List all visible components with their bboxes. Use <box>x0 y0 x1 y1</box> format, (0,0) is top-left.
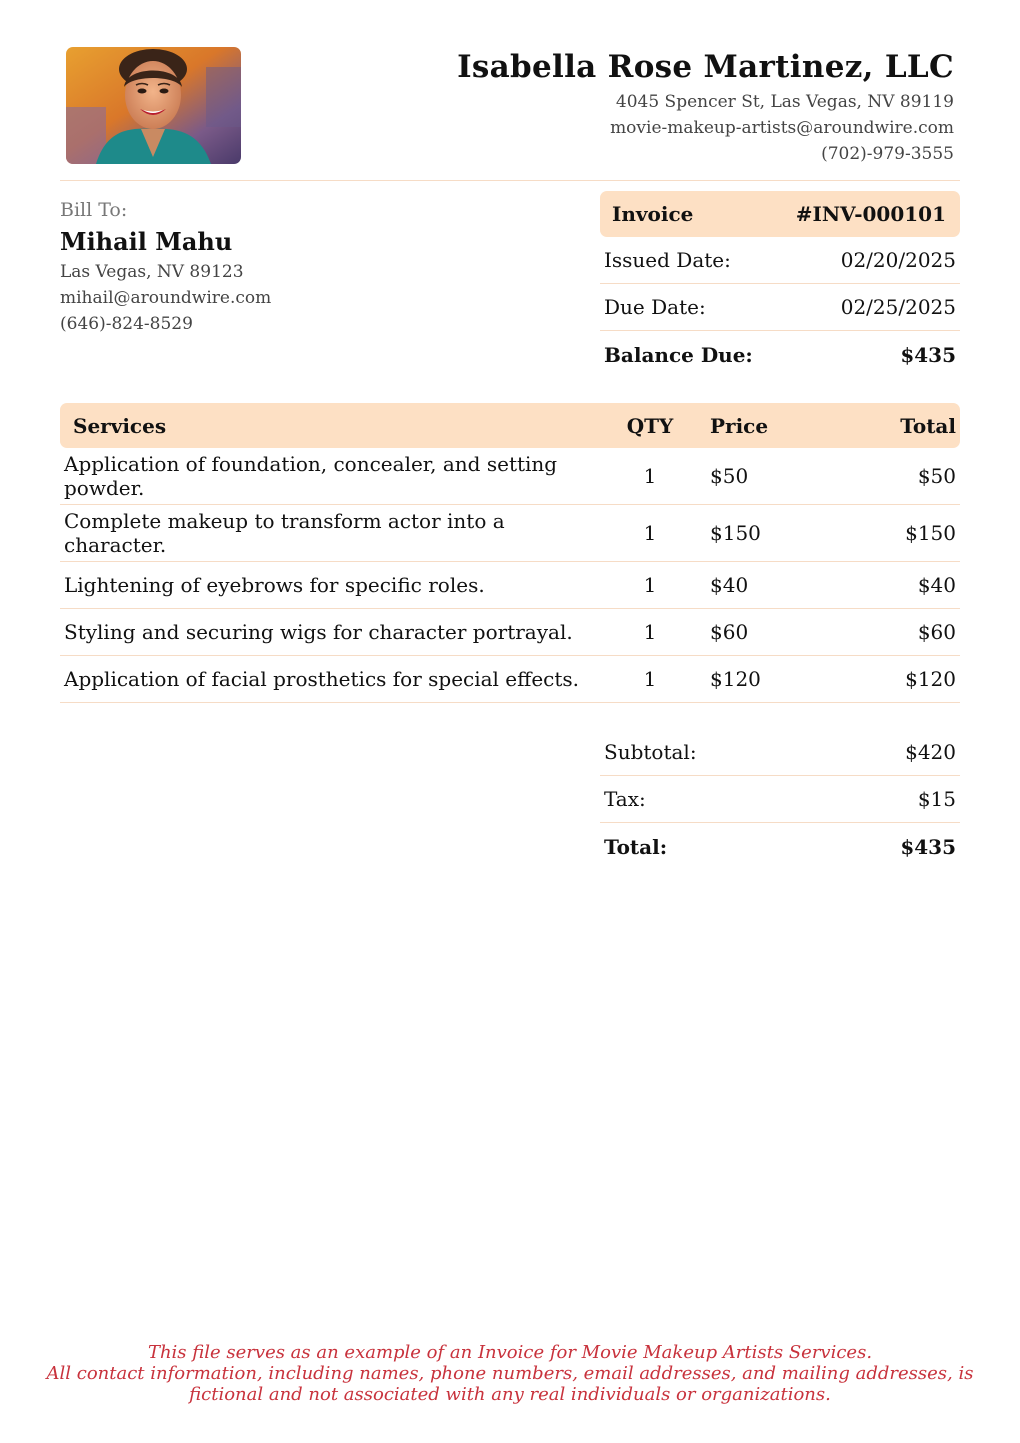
service-qty: 1 <box>643 573 657 597</box>
service-total: $40 <box>917 573 956 597</box>
invoice-label: Invoice <box>612 202 694 226</box>
tax-row <box>600 776 960 823</box>
service-description: Application of facial prosthetics for special effects. <box>64 667 580 691</box>
company-logo-portrait <box>66 47 241 164</box>
services-table <box>60 403 960 703</box>
due-date-row <box>600 284 960 331</box>
issued-date-row <box>600 237 960 284</box>
header-services: Services <box>73 413 167 438</box>
service-qty: 1 <box>643 667 657 691</box>
due-date-value: 02/25/2025 <box>840 295 956 319</box>
service-description: Complete makeup to transform actor into a character. <box>64 509 505 557</box>
service-total: $150 <box>905 521 956 545</box>
subtotal-row <box>600 729 960 776</box>
service-qty: 1 <box>643 521 657 545</box>
service-price: $50 <box>710 464 749 488</box>
service-price: $40 <box>710 573 749 597</box>
issued-date-value: 02/20/2025 <box>840 248 956 272</box>
tax-value: $15 <box>917 787 956 811</box>
client-phone: (646)-824-8529 <box>60 314 193 334</box>
header-qty: QTY <box>626 413 674 438</box>
invoice-meta <box>600 191 960 378</box>
company-header <box>457 48 954 167</box>
invoice-header <box>600 191 960 237</box>
table-row <box>60 505 960 562</box>
service-total: $50 <box>917 464 956 488</box>
table-row <box>60 656 960 703</box>
header-total: Total <box>900 413 956 438</box>
disclaimer-line-2: All contact information, including names, phone numbers, email addresses, and mailing addresses, is fictional and not associated with any real individuals or organizations. <box>46 1363 974 1405</box>
header-divider <box>60 180 960 181</box>
service-qty: 1 <box>643 464 657 488</box>
client-email: mihail@aroundwire.com <box>60 288 272 308</box>
services-table-header <box>60 403 960 448</box>
service-total: $60 <box>917 620 956 644</box>
company-name: Isabella Rose Martinez, LLC <box>457 49 954 85</box>
balance-due-value: $435 <box>900 342 956 367</box>
service-description: Styling and securing wigs for character portrayal. <box>64 620 573 644</box>
header-price: Price <box>710 413 769 438</box>
table-row <box>60 562 960 609</box>
bill-to-section <box>60 197 271 337</box>
service-price: $120 <box>710 667 761 691</box>
issued-date-label: Issued Date: <box>604 248 731 272</box>
company-phone: (702)-979-3555 <box>821 144 954 164</box>
due-date-label: Due Date: <box>604 295 706 319</box>
total-value: $435 <box>900 834 956 859</box>
bill-to-label: Bill To: <box>60 199 128 221</box>
client-address: Las Vegas, NV 89123 <box>60 262 244 282</box>
table-row <box>60 448 960 505</box>
totals-section <box>600 729 960 870</box>
balance-due-label: Balance Due: <box>604 342 753 367</box>
client-name: Mihail Mahu <box>60 227 233 256</box>
service-price: $150 <box>710 521 761 545</box>
company-address: 4045 Spencer St, Las Vegas, NV 89119 <box>615 92 954 112</box>
table-row <box>60 609 960 656</box>
service-description: Lightening of eyebrows for specific roles. <box>64 573 485 597</box>
service-total: $120 <box>905 667 956 691</box>
disclaimer-footer <box>20 1342 1000 1405</box>
total-row <box>600 823 960 870</box>
company-email: movie-makeup-artists@aroundwire.com <box>610 118 954 138</box>
disclaimer-line-1: This file serves as an example of an Invoice for Movie Makeup Artists Services. <box>147 1342 873 1363</box>
subtotal-label: Subtotal: <box>604 740 697 764</box>
subtotal-value: $420 <box>905 740 956 764</box>
balance-due-row <box>600 331 960 378</box>
invoice-number: #INV-000101 <box>795 202 946 226</box>
service-qty: 1 <box>643 620 657 644</box>
service-price: $60 <box>710 620 749 644</box>
tax-label: Tax: <box>604 787 646 811</box>
total-label: Total: <box>604 834 668 859</box>
service-description: Application of foundation, concealer, and setting powder. <box>64 452 558 500</box>
